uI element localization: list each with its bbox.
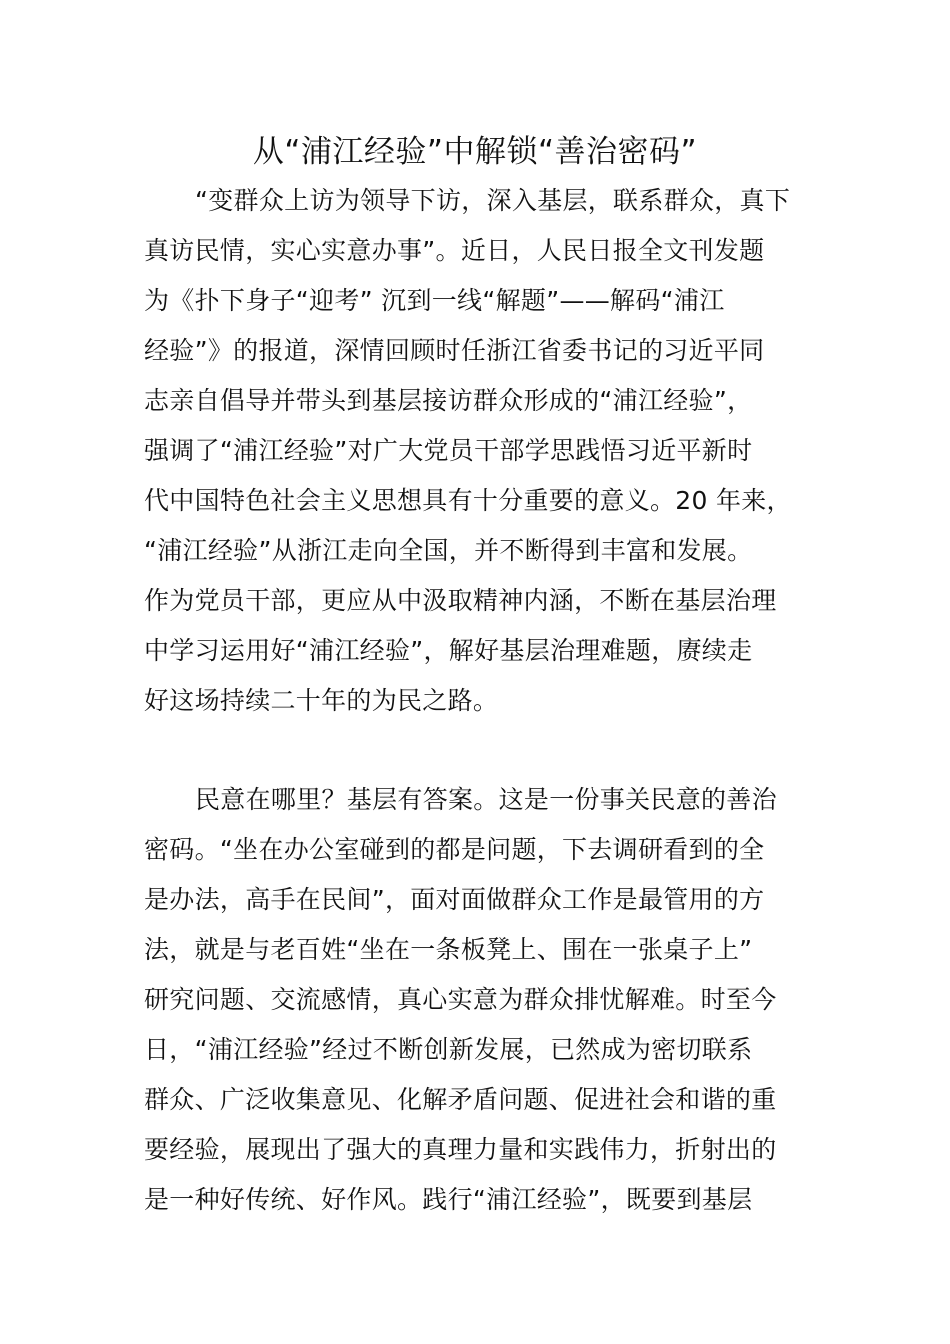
paragraph-line: 密码。“坐在办公室碰到的都是问题，下去调研看到的全: [144, 835, 765, 864]
article-title: 从“浦江经验”中解锁“善治密码”: [252, 134, 698, 170]
paragraph-line: 群众、广泛收集意见、化解矛盾问题、促进社会和谐的重: [144, 1085, 777, 1114]
paragraph-line: 好这场持续二十年的为民之路。: [144, 686, 499, 715]
paragraph-line: 中学习运用好“浦江经验”，解好基层治理难题，赓续走: [144, 636, 753, 665]
paragraph-line: 法，就是与老百姓“坐在一条板凳上、围在一张桌子上”: [144, 935, 753, 964]
paragraph-line: 代中国特色社会主义思想具有十分重要的意义。20 年来，: [144, 486, 792, 515]
paragraph-line: 真访民情，实心实意办事”。近日，人民日报全文刊发题: [144, 236, 765, 265]
paragraph-line: 为《扑下身子“迎考” 沉到一线“解题”——解码“浦江: [144, 286, 725, 315]
paragraph-line: 强调了“浦江经验”对广大党员干部学思践悟习近平新时: [144, 436, 753, 465]
paragraph-line: 是一种好传统、好作风。践行“浦江经验”，既要到基层: [144, 1185, 753, 1214]
paragraph-line: 志亲自倡导并带头到基层接访群众形成的“浦江经验”，: [144, 386, 753, 415]
paragraph-line: “浦江经验”从浙江走向全国，并不断得到丰富和发展。: [144, 536, 753, 565]
paragraph-line: 民意在哪里？基层有答案。这是一份事关民意的善治: [195, 785, 777, 814]
paragraph-line: 日，“浦江经验”经过不断创新发展，已然成为密切联系: [144, 1035, 753, 1064]
paragraph-line: 是办法，高手在民间”，面对面做群众工作是最管用的方: [144, 885, 765, 914]
paragraph-line: 研究问题、交流感情，真心实意为群众排忧解难。时至今: [144, 985, 777, 1014]
paragraph-line: 经验”》的报道，深情回顾时任浙江省委书记的习近平同: [144, 336, 765, 365]
paragraph-line: 要经验，展现出了强大的真理力量和实践伟力，折射出的: [144, 1135, 777, 1164]
paragraph-line: “变群众上访为领导下访，深入基层，联系群众，真下: [195, 186, 791, 215]
paragraph-line: 作为党员干部，更应从中汲取精神内涵，不断在基层治理: [144, 586, 777, 615]
